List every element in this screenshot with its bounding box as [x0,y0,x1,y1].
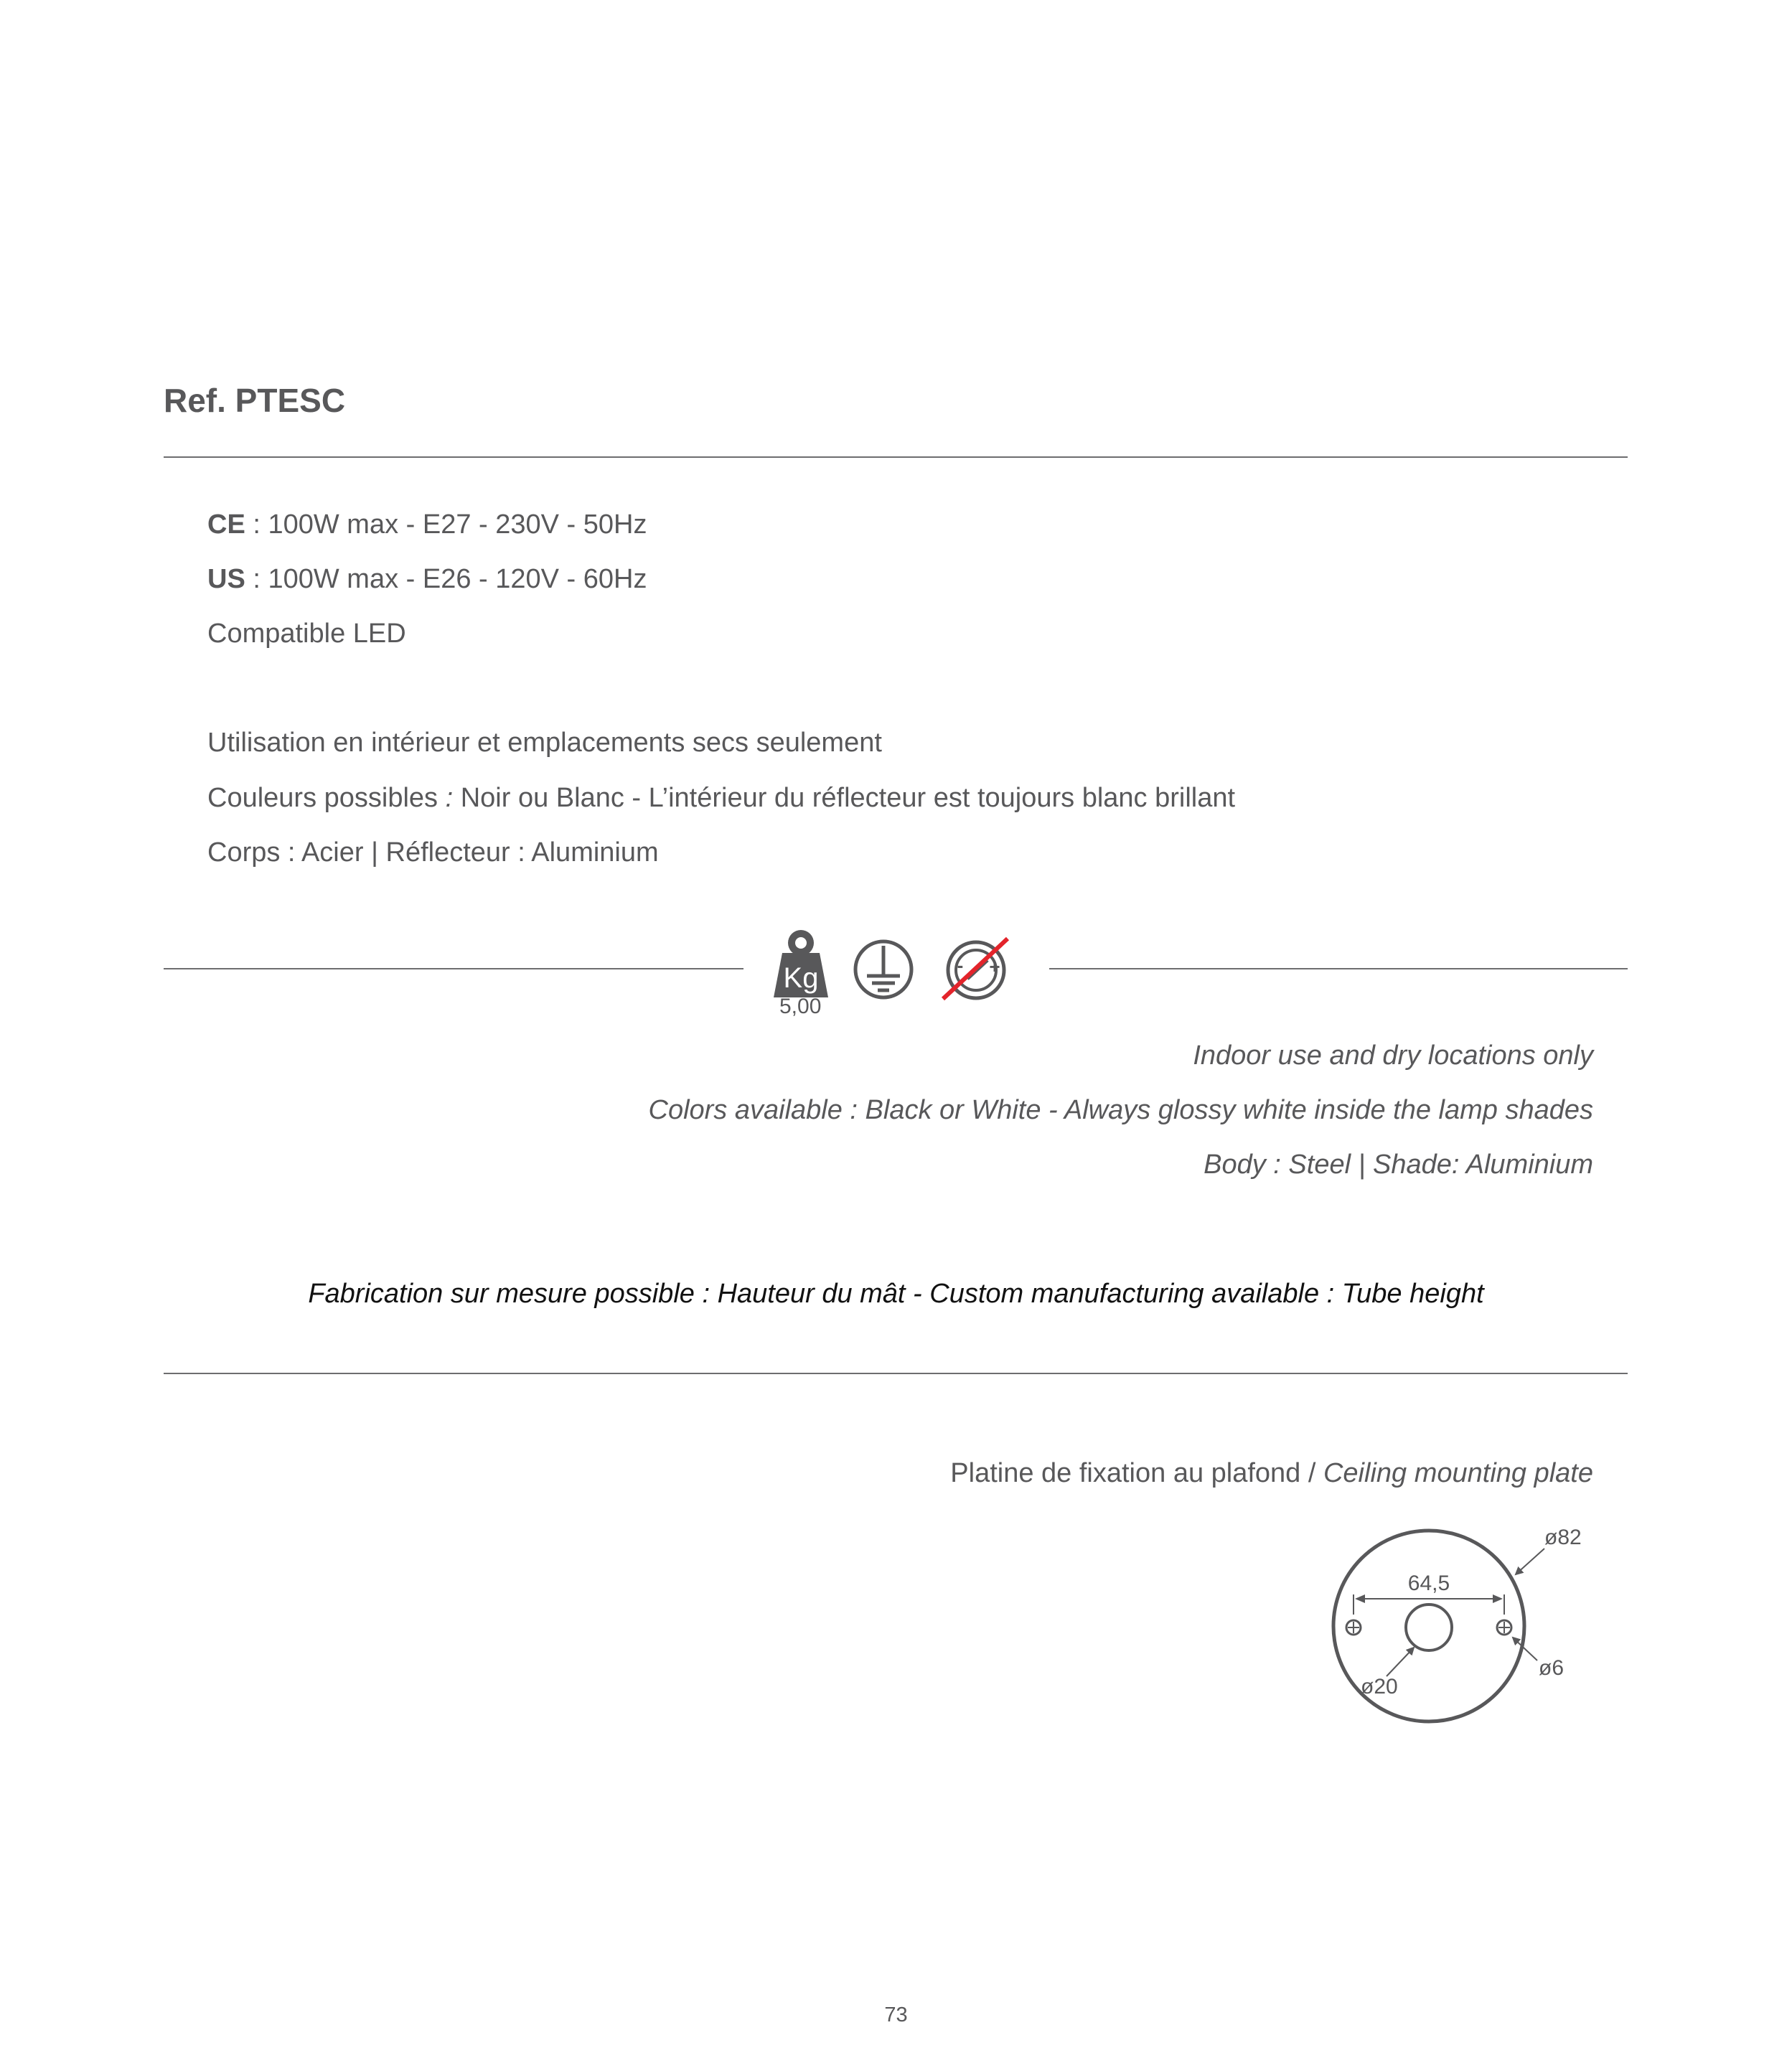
spec-us [207,561,647,597]
product-reference-title: Ref. PTESC [164,382,346,419]
dim-spacing-label: 64,5 [1407,1572,1450,1595]
dim-holes-label: ø6 [1539,1656,1565,1680]
spec-ce [207,507,647,542]
spec-colors-en: Colors available : Black or White - Always glossy white inside the lamp shades [648,1095,1593,1125]
earth-ground-icon [853,939,914,1000]
spec-us-value: : 100W max - E26 - 120V - 60Hz [245,564,647,594]
spec-colors-fr [207,780,1235,816]
no-dimmer-plus: + [989,956,1000,977]
plate-center-hole [1406,1605,1452,1650]
spec-colors-fr-colon: : [445,783,454,813]
spec-ce-label: CE [207,509,245,540]
divider-top [164,456,1628,458]
mounting-plate-title [950,1455,1593,1491]
weight-value: 5,00 [779,995,822,1018]
spec-led: Compatible LED [207,619,406,649]
divider-bottom [164,1373,1628,1374]
divider-icons-right [1049,968,1628,969]
no-dimmer-icon [940,933,1012,1005]
spec-materials-en: Body : Steel | Shade: Aluminium [1204,1150,1593,1180]
spec-usage-fr: Utilisation en intérieur et emplacements secs seulement [207,728,882,758]
spec-colors-fr-label: Couleurs possibles [207,783,446,813]
plate-hole-left [1346,1620,1361,1635]
spec-us-label: US [207,564,245,594]
plate-hole-right [1497,1620,1511,1635]
divider-icons-left [164,968,743,969]
dim-outer-label: ø82 [1544,1526,1582,1549]
spec-ce-value: : 100W max - E27 - 230V - 50Hz [245,509,647,540]
mounting-plate-title-fr: Platine de fixation au plafond / [950,1458,1323,1488]
spec-materials-fr: Corps : Acier | Réflecteur : Aluminium [207,837,659,868]
mounting-plate-title-en: Ceiling mounting plate [1323,1458,1593,1488]
spec-colors-fr-value: Noir ou Blanc - L’intérieur du réflecteur est toujours blanc brillant [453,783,1236,813]
weight-icon-label: Kg [783,962,819,994]
mounting-plate-diagram [1320,1507,1622,1740]
weight-icon [772,926,830,997]
page-number: 73 [884,2003,908,2026]
dim-center-label: ø20 [1361,1675,1398,1699]
custom-manufacturing-note: Fabrication sur mesure possible : Hauteur du mât - Custom manufacturing available : Tube height [308,1279,1484,1309]
spec-usage-en: Indoor use and dry locations only [1193,1040,1593,1071]
no-dimmer-minus: - [957,954,964,976]
